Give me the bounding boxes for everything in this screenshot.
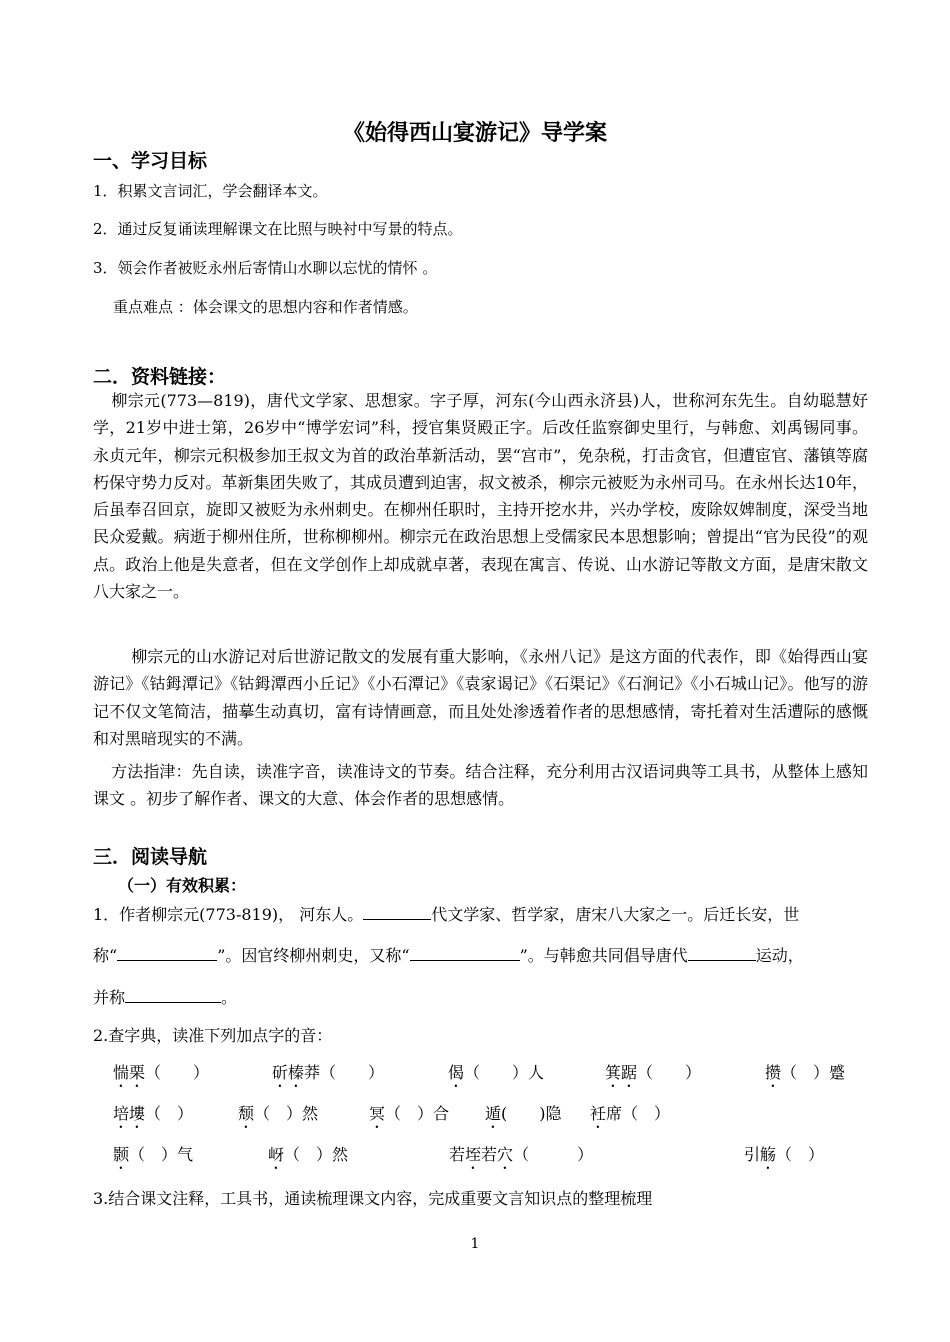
question-1-line-1 xyxy=(93,902,868,925)
question-2: 2.查字典，读准下列加点字的音： xyxy=(93,1026,333,1045)
key-points: 重点难点 ：体会课文的思想内容和作者情感。 xyxy=(113,298,418,316)
blank-movement[interactable] xyxy=(688,946,756,961)
pron-item: 箕踞（ ） xyxy=(605,1063,702,1082)
blank-title-2[interactable] xyxy=(410,946,520,961)
blank-dynasty[interactable] xyxy=(363,905,431,920)
pron-item: 引觞（ ） xyxy=(744,1145,825,1164)
page-number: 1 xyxy=(470,1236,480,1252)
q1-text-c: 称“ xyxy=(93,946,118,965)
objective-3: 3．领会作者被贬永州后寄情山水聊以忘忧的情怀 。 xyxy=(93,259,438,277)
bio-text: 柳宗元(773—819)，唐代文学家、思想家。字子厚，河东(今山西永济县)人，世称河东先生。自幼聪慧好学，21岁中进士第，26岁中“博学宏词”科，授官集贤殿正字。后改任监察御史里行，与韩愈、刘禹锡同事。永贞元年，柳宗元积极参加王叔文为首的政治革新活动，罢“宫市”，免杂税，打击贪官，但遭宦官、藩镇等腐朽保守势力反对。革新集团失败了，其成员遭到迫害，叔文被杀，柳宗元被贬为永州司马。在永州长达10年，后虽奉召回京，旋即又被贬为永州刺史。在柳州任职时，主持开挖水井，兴办学校，废除奴婢制度，深受当地民众爱戴。病逝于柳州住所，世称柳柳州。柳宗元在政治思想上受儒家民本思想影响；曾提出“官为民役”的观点。政治上他是失意者，但在文学创作上却成就卓著，表现在寓言、传说、山水游记等散文方面，是唐宋散文八大家之一。 xyxy=(93,391,868,602)
pron-item: 遁( )隐 xyxy=(485,1104,562,1123)
q1-text-b: 代文学家、哲学家，唐宋八大家之一。后迁长安，世 xyxy=(431,905,800,924)
pron-item: 偈（ ）人 xyxy=(448,1063,545,1082)
objective-1: 1．积累文言词汇，学会翻译本文。 xyxy=(93,182,328,200)
section-3-heading: 三．阅读导航 xyxy=(93,846,208,868)
page-title: 《始得西山宴游记》导学案 xyxy=(342,121,607,146)
pron-item: 衽席（ ） xyxy=(590,1104,671,1123)
pron-item: 冥（ ）合 xyxy=(369,1104,450,1123)
pron-item: 攒（ ）蹙 xyxy=(765,1063,846,1082)
q1-text-d: ”。因官终柳州刺史，又称“ xyxy=(217,946,410,965)
section-2-heading: 二．资料链接： xyxy=(93,366,227,388)
method-text: 方法指津：先自读，读准字音，读准诗文的节奏。结合注释，充分利用古汉语词典等工具书，从整体上感知课文 。初步了解作者、课文的大意、体会作者的思想感情。 xyxy=(93,762,868,809)
travelogue-text: 柳宗元的山水游记对后世游记散文的发展有重大影响，《永州八记》是这方面的代表作，即《始得西山宴游记》《钴鉧潭记》《钴鉧潭西小丘记》《小石潭记》《袁家谒记》《石渠记》《石涧记》《小石城山记》。他写的游记不仅文笔简洁，描摹生动真切，富有诗情画意，而且处处渗透着作者的思想感情，寄托着对生活遭际的感慨和对黑暗现实的不满。 xyxy=(93,647,868,748)
pron-item: 颓（ ）然 xyxy=(238,1104,319,1123)
objective-2: 2．通过反复诵读理解课文在比照与映衬中写景的特点。 xyxy=(93,220,463,238)
blank-pair[interactable] xyxy=(125,988,221,1003)
pron-item: 斫榛莽（ ） xyxy=(272,1063,385,1082)
travelogue-paragraph xyxy=(93,643,868,752)
q1-text-g: 并称 xyxy=(93,988,126,1007)
question-3: 3.结合课文注释，工具书，通读梳理课文内容，完成重要文言知识点的整理梳理 xyxy=(93,1189,653,1208)
bio-paragraph xyxy=(93,387,868,605)
subsection-heading: （一）有效积累： xyxy=(118,876,247,895)
q1-text-e: ”。与韩愈共同倡导唐代 xyxy=(519,946,688,965)
q1-text-a: 1．作者柳宗元(773-819)， 河东人。 xyxy=(93,905,364,924)
pron-item: 若垤若穴（ ） xyxy=(449,1145,594,1164)
pron-item: 培塿（ ） xyxy=(113,1104,194,1123)
question-1-line-3 xyxy=(93,985,868,1008)
blank-title-1[interactable] xyxy=(117,946,217,961)
q1-text-h: 。 xyxy=(221,988,238,1007)
section-1-heading: 一、学习目标 xyxy=(93,150,208,172)
pron-item: 岈（ ）然 xyxy=(268,1145,349,1164)
method-paragraph xyxy=(93,758,868,813)
question-1-line-2 xyxy=(93,943,868,966)
pron-item: 惴栗（ ） xyxy=(113,1063,210,1082)
q1-text-f: 运动， xyxy=(755,946,804,965)
pron-item: 颢（ ）气 xyxy=(113,1145,194,1164)
